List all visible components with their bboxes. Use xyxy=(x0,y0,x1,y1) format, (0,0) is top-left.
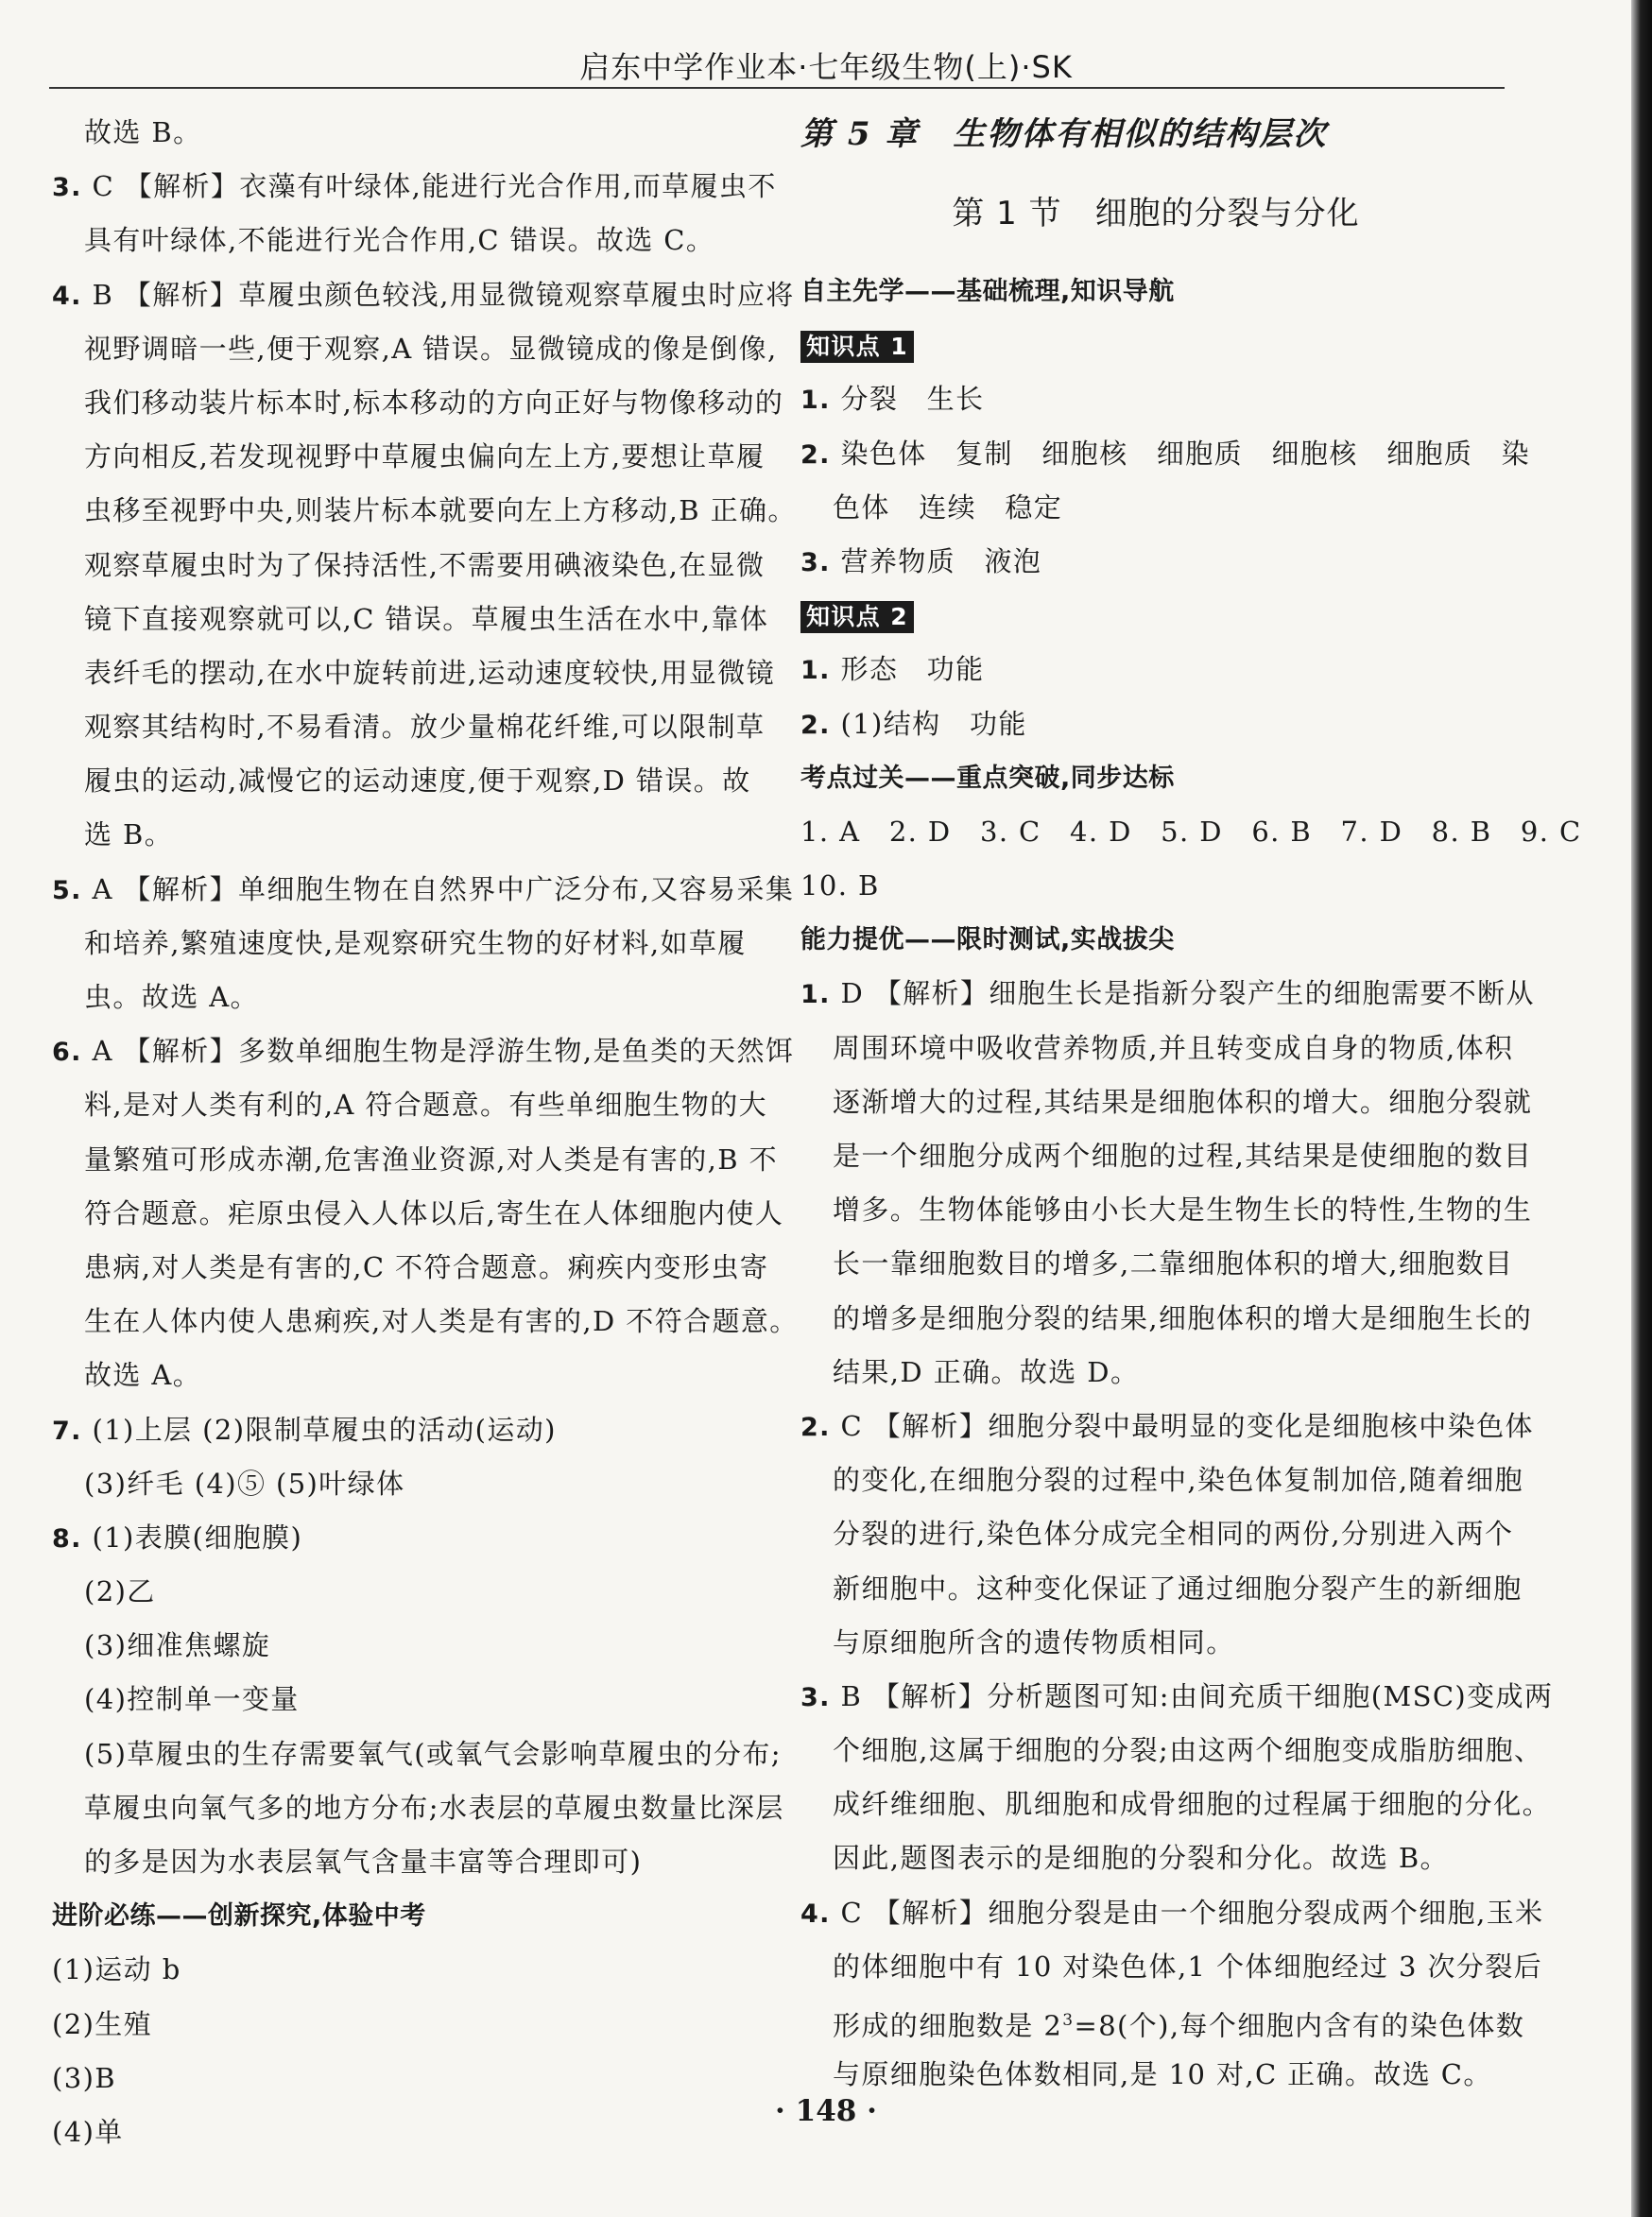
advanced-answer: (3)B xyxy=(52,2061,116,2094)
answer-line: 的体细胞中有 10 对染色体,1 个体细胞经过 3 次分裂后 xyxy=(833,1950,1543,1983)
answer-line: 观察草履虫时为了保持活性,不需要用碘液染色,在显微 xyxy=(84,548,766,581)
advanced-answer: (2)生殖 xyxy=(52,2007,153,2040)
answer-line: 量繁殖可形成赤潮,危害渔业资源,对人类是有害的,B 不 xyxy=(84,1143,778,1176)
answer-text: 分裂 生长 xyxy=(840,383,985,416)
answer-line: (3)细准焦螺旋 xyxy=(84,1629,271,1662)
answer-text: 形态 功能 xyxy=(840,653,985,686)
exam-answers: 10. B xyxy=(800,869,880,902)
running-header: 启东中学作业本·七年级生物(上)·SK xyxy=(579,49,1073,85)
answer-text: (1)上层 (2)限制草履虫的活动(运动) xyxy=(92,1413,557,1446)
exam-answers: 1. A 2. D 3. C 4. D 5. D 6. B 7. D 8. B 9. C xyxy=(800,815,1582,848)
answer-line: 与原细胞所含的遗传物质相同。 xyxy=(833,1625,1235,1658)
answer-4 xyxy=(52,268,795,322)
answer-line: 故选 B。 xyxy=(84,116,202,148)
answer-line: 具有叶绿体,不能进行光合作用,C 错误。故选 C。 xyxy=(84,224,715,257)
answer-line: 虫。故选 A。 xyxy=(84,981,259,1013)
answer-line: 逐渐增大的过程,其结果是细胞体积的增大。细胞分裂就 xyxy=(833,1085,1533,1118)
answer-line: 表纤毛的摆动,在水中旋转前进,运动速度较快,用显微镜 xyxy=(84,656,776,689)
answer-line: 成纤维细胞、肌细胞和成骨细胞的过程属于细胞的分化。 xyxy=(833,1788,1552,1821)
answer-line: (5)草履虫的生存需要氧气(或氧气会影响草履虫的分布; xyxy=(84,1737,782,1770)
answer-text: (1)表膜(细胞膜) xyxy=(92,1521,303,1554)
answer-line: 因此,题图表示的是细胞的分裂和分化。故选 B。 xyxy=(833,1842,1449,1875)
answer-line: 草履虫向氧气多的地方分布;水表层的草履虫数量比深层 xyxy=(84,1791,784,1824)
knowledge-point-label: 知识点 1 xyxy=(800,331,914,363)
advanced-answer: (1)运动 b xyxy=(52,1953,181,1986)
question-number: 4. xyxy=(52,281,82,311)
answer-6 xyxy=(52,1024,795,1078)
knowledge-point-2 xyxy=(800,589,1511,643)
answer-text: C 【解析】细胞分裂中最明显的变化是细胞核中染色体 xyxy=(840,1409,1534,1442)
answer-line: 个细胞,这属于细胞的分裂;由这两个细胞变成脂肪细胞、 xyxy=(833,1734,1543,1767)
answer-line: (3)纤毛 (4)⑤ (5)叶绿体 xyxy=(84,1467,405,1500)
advanced-heading: 进阶必练——创新探究,体验中考 xyxy=(52,1901,426,1932)
answer-text: C 【解析】细胞分裂是由一个细胞分裂成两个细胞,玉米 xyxy=(840,1896,1544,1929)
answer-line: 的多是因为水表层氧气含量丰富等合理即可) xyxy=(84,1846,643,1878)
answer-line: 分裂的进行,染色体分成完全相同的两份,分别进入两个 xyxy=(833,1518,1514,1551)
kp2-answer-1 xyxy=(800,643,1511,696)
answer-line: 选 B。 xyxy=(84,818,174,851)
question-number: 5. xyxy=(52,875,82,905)
answer-line: 料,是对人类有利的,A 符合题意。有些单细胞生物的大 xyxy=(84,1089,767,1122)
page-number: · 148 · xyxy=(775,2094,877,2128)
answer-text: B 【解析】分析题图可知:由间充质干细胞(MSC)变成两 xyxy=(840,1679,1554,1712)
question-number: 2. xyxy=(800,439,831,470)
answer-line: 的增多是细胞分裂的结果,细胞体积的增大是细胞生长的 xyxy=(833,1301,1533,1334)
question-number: 4. xyxy=(800,1899,831,1929)
answer-line: 结果,D 正确。故选 D。 xyxy=(833,1355,1140,1388)
answer-line: 的变化,在细胞分裂的过程中,染色体复制加倍,随着细胞 xyxy=(833,1464,1524,1497)
right-column xyxy=(800,106,1582,2102)
answer-line: 方向相反,若发现视野中草履虫偏向左上方,要想让草履 xyxy=(84,440,766,473)
answer-line: 视野调暗一些,便于观察,A 错误。显微镜成的像是倒像, xyxy=(84,332,778,365)
knowledge-point-1 xyxy=(800,318,1511,372)
answer-5 xyxy=(52,863,795,917)
header-rule xyxy=(49,87,1505,89)
section-title: 第 1 节 细胞的分裂与分化 xyxy=(952,195,1360,232)
answer-line: 是一个细胞分成两个细胞的过程,其结果是使细胞的数目 xyxy=(833,1140,1533,1172)
answer-line: 周围环境中吸收营养物质,并且转变成自身的物质,体积 xyxy=(833,1031,1514,1064)
answer-line: 新细胞中。这种变化保证了通过细胞分裂产生的新细胞 xyxy=(833,1572,1523,1605)
kp1-answer-1 xyxy=(800,372,1511,426)
answer-7 xyxy=(52,1403,756,1457)
answer-text: C 【解析】衣藻有叶绿体,能进行光合作用,而草履虫不 xyxy=(92,170,777,203)
ability-answer-3 xyxy=(800,1670,1554,1724)
question-number: 7. xyxy=(52,1416,82,1446)
kp1-answer-3 xyxy=(800,535,1511,589)
answer-line: 与原细胞染色体数相同,是 10 对,C 正确。故选 C。 xyxy=(833,2058,1492,2091)
answer-line: 色体 连续 稳定 xyxy=(833,490,1063,524)
answer-line: 故选 A。 xyxy=(84,1359,202,1392)
answer-line: 虫移至视野中央,则装片标本就要向左上方移动,B 正确。 xyxy=(84,494,797,527)
answer-line: 观察其结构时,不易看清。放少量棉花纤维,可以限制草 xyxy=(84,711,766,744)
answer-text: A 【解析】单细胞生物在自然界中广泛分布,又容易采集 xyxy=(92,872,795,905)
ability-answer-4 xyxy=(800,1886,1544,1940)
answer-8 xyxy=(52,1511,756,1565)
question-number: 8. xyxy=(52,1523,82,1554)
formula-suffix: =8(个),每个细胞内含有的染色体数 xyxy=(1074,2009,1525,2042)
chapter-title: 第 5 章 生物体有相似的结构层次 xyxy=(800,115,1328,153)
question-number: 1. xyxy=(800,980,831,1010)
answer-line: 和培养,繁殖速度快,是观察研究生物的好材料,如草履 xyxy=(84,926,747,959)
exponent: 3 xyxy=(1062,2011,1075,2030)
answer-text: 染色体 复制 细胞核 细胞质 细胞核 细胞质 染 xyxy=(840,437,1531,470)
question-number: 3. xyxy=(800,547,831,577)
knowledge-point-label: 知识点 2 xyxy=(800,601,914,633)
advanced-answer: (4)单 xyxy=(52,2115,124,2148)
answer-line: 履虫的运动,减慢它的运动速度,便于观察,D 错误。故 xyxy=(84,765,751,798)
answer-line: 镜下直接观察就可以,C 错误。草履虫生活在水中,靠体 xyxy=(84,602,769,635)
left-column xyxy=(52,106,799,2159)
question-number: 1. xyxy=(800,656,831,686)
answer-3 xyxy=(52,160,777,214)
question-number: 6. xyxy=(52,1038,82,1068)
answer-text: 营养物质 液泡 xyxy=(840,544,1042,577)
ability-answer-1 xyxy=(800,967,1535,1021)
answer-line: (4)控制单一变量 xyxy=(84,1683,300,1716)
question-number: 3. xyxy=(800,1682,831,1712)
exam-heading: 考点过关——重点突破,同步达标 xyxy=(800,763,1175,793)
answer-text: B 【解析】草履虫颜色较浅,用显微镜观察草履虫时应将 xyxy=(92,278,795,311)
question-number: 3. xyxy=(52,173,82,203)
ability-answer-2 xyxy=(800,1400,1534,1453)
answer-line: 增多。生物体能够由小长大是生物生长的特性,生物的生 xyxy=(833,1194,1533,1227)
question-number: 1. xyxy=(800,386,831,416)
question-number: 2. xyxy=(800,710,831,740)
answer-line: 符合题意。疟原虫侵入人体以后,寄生在人体细胞内使人 xyxy=(84,1196,784,1229)
answer-line-formula xyxy=(800,1994,1525,2048)
answer-line: 患病,对人类是有害的,C 不符合题意。痢疾内变形虫寄 xyxy=(84,1250,769,1283)
formula-prefix: 形成的细胞数是 2 xyxy=(833,2009,1063,2042)
answer-text: D 【解析】细胞生长是指新分裂产生的细胞需要不断从 xyxy=(840,977,1535,1010)
self-study-heading: 自主先学——基础梳理,知识导航 xyxy=(800,277,1175,306)
answer-text: A 【解析】多数单细胞生物是浮游生物,是鱼类的天然饵 xyxy=(92,1035,795,1068)
answer-text: (1)结构 功能 xyxy=(840,707,1027,740)
question-number: 2. xyxy=(800,1412,831,1442)
ability-heading: 能力提优——限时测试,实战拔尖 xyxy=(800,925,1175,955)
answer-line: 长一靠细胞数目的增多,二靠细胞体积的增大,细胞数目 xyxy=(833,1247,1514,1280)
page-edge-shadow xyxy=(1631,0,1652,2217)
kp1-answer-2 xyxy=(800,427,1531,481)
kp2-answer-2 xyxy=(800,697,1511,751)
answer-line: 我们移动装片标本时,标本移动的方向正好与物像移动的 xyxy=(84,386,784,419)
answer-line: (2)乙 xyxy=(84,1575,156,1608)
answer-line: 生在人体内使人患痢疾,对人类是有害的,D 不符合题意。 xyxy=(84,1305,799,1338)
